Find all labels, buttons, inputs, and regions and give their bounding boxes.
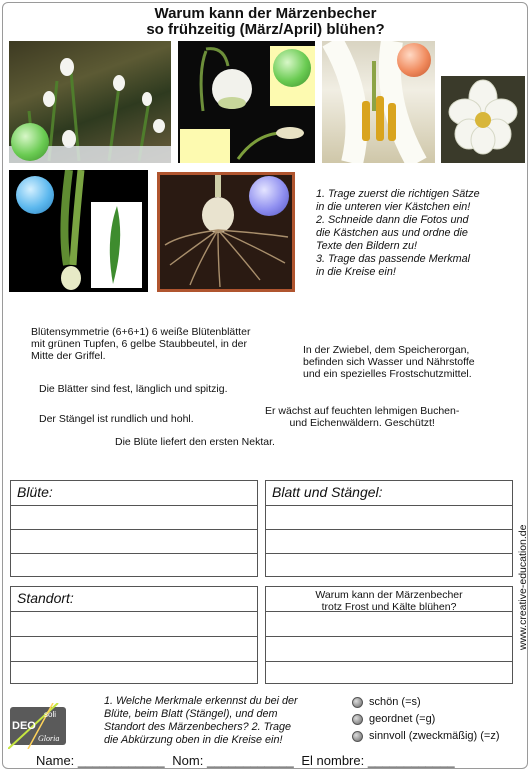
answer-box-bluete[interactable] xyxy=(10,480,258,577)
answer-line[interactable] xyxy=(266,505,512,506)
worksheet-title xyxy=(0,6,531,38)
nom-field[interactable]: Nom: ____________ xyxy=(172,753,294,768)
instruction-line: 3. Trage das passende Merkmal xyxy=(316,253,471,265)
fact-line: Blütensymmetrie (6+6+1) 6 weiße Blütenblätter xyxy=(31,326,251,338)
fact-line: befinden sich Wasser und Nährstoffe xyxy=(303,356,475,368)
answer-line[interactable] xyxy=(266,553,512,554)
circle-blue[interactable] xyxy=(16,176,54,214)
bottom-question-line: Blüte, beim Blatt (Stängel), und dem xyxy=(104,708,278,720)
fact-staengel[interactable]: Der Stängel ist rundlich und hohl. xyxy=(39,413,194,425)
logo-gloria: Gloria xyxy=(38,734,60,743)
instructions xyxy=(316,188,480,279)
circle-orange[interactable] xyxy=(397,43,431,77)
legend-dot-icon xyxy=(352,714,363,725)
instruction-line: in die unteren vier Kästchen ein! xyxy=(316,201,471,213)
fact-line: In der Zwiebel, dem Speicherorgan, xyxy=(303,344,470,356)
answer-line[interactable] xyxy=(11,661,257,662)
instruction-line: 2. Schneide dann die Fotos und xyxy=(316,214,469,226)
instruction-line: Texte den Bildern zu! xyxy=(316,240,418,252)
box-label-bluete: Blüte: xyxy=(17,484,53,500)
answer-line[interactable] xyxy=(11,529,257,530)
legend-label: geordnet (=g) xyxy=(369,713,436,725)
fact-nektar[interactable]: Die Blüte liefert den ersten Nektar. xyxy=(115,436,275,448)
legend xyxy=(352,694,500,745)
bottom-question-line: Standort des Märzenbechers? 2. Trage xyxy=(104,721,292,733)
fact-line: Mitte der Griffel. xyxy=(31,350,106,362)
box-label-blatt-staengel: Blatt und Stängel: xyxy=(272,484,383,500)
answer-line[interactable] xyxy=(266,529,512,530)
title-line-1: Warum kann der Märzenbecher xyxy=(154,5,377,22)
answer-line[interactable] xyxy=(266,611,512,612)
legend-dot-icon xyxy=(352,697,363,708)
answer-line[interactable] xyxy=(11,636,257,637)
legend-item xyxy=(352,728,500,744)
legend-item xyxy=(352,711,500,727)
fact-line: und ein spezielles Frostschutzmittel. xyxy=(303,368,472,380)
website-url: www.creative-education.de xyxy=(517,524,529,650)
instruction-line: 1. Trage zuerst die richtigen Sätze xyxy=(316,188,480,200)
bottom-question-line: die Abkürzung oben in die Kreise ein! xyxy=(104,734,283,746)
nombre-field[interactable]: El nombre: ____________ xyxy=(301,753,455,768)
circle-green-2[interactable] xyxy=(273,49,311,87)
instruction-line: in die Kreise ein! xyxy=(316,266,396,278)
bottom-question-line: 1. Welche Merkmale erkennst du bei der xyxy=(104,695,298,707)
name-fields[interactable] xyxy=(36,753,459,768)
name-field[interactable]: Name: ____________ xyxy=(36,753,165,768)
bottom-question xyxy=(104,695,334,747)
logo xyxy=(8,703,68,749)
answer-line[interactable] xyxy=(11,553,257,554)
circle-violet[interactable] xyxy=(249,176,289,216)
circle-green-1[interactable] xyxy=(11,123,49,161)
answer-box-blatt-staengel[interactable] xyxy=(265,480,513,577)
photo-flower-front-drawing xyxy=(441,76,525,163)
answer-line[interactable] xyxy=(11,611,257,612)
fact-standort[interactable] xyxy=(265,405,459,429)
logo-deo: DEO xyxy=(12,720,36,732)
logo-soli: soli xyxy=(44,710,57,719)
box-label-standort: Standort: xyxy=(17,590,74,606)
box-question-line: trotz Frost und Kälte blühen? xyxy=(321,601,457,613)
fact-line: mit grünen Tupfen, 6 gelbe Staubbeutel, in der xyxy=(31,338,247,350)
answer-box-frage[interactable] xyxy=(265,586,513,684)
answer-line[interactable] xyxy=(266,636,512,637)
title-line-2: so frühzeitig (März/April) blühen? xyxy=(146,21,385,38)
legend-label: sinnvoll (zweckmäßig) (=z) xyxy=(369,730,500,742)
photo-flower-front xyxy=(441,76,525,163)
legend-item xyxy=(352,694,500,710)
logo-drawing xyxy=(8,703,68,749)
instruction-line: die Kästchen aus und ordne die xyxy=(316,227,468,239)
box-question-line: Warum kann der Märzenbecher xyxy=(315,589,463,601)
fact-line: Er wächst auf feuchten lehmigen Buchen- xyxy=(265,405,460,417)
fact-line: und Eichenwäldern. Geschützt! xyxy=(289,417,435,429)
answer-box-standort[interactable] xyxy=(10,586,258,684)
answer-line[interactable] xyxy=(266,661,512,662)
answer-line[interactable] xyxy=(11,505,257,506)
legend-dot-icon xyxy=(352,731,363,742)
legend-label: schön (=s) xyxy=(369,696,421,708)
fact-bluete-symmetry[interactable] xyxy=(31,326,250,362)
fact-zwiebel[interactable] xyxy=(303,344,475,380)
fact-blaetter[interactable]: Die Blätter sind fest, länglich und spitzig. xyxy=(39,383,228,395)
box-question xyxy=(266,589,512,613)
